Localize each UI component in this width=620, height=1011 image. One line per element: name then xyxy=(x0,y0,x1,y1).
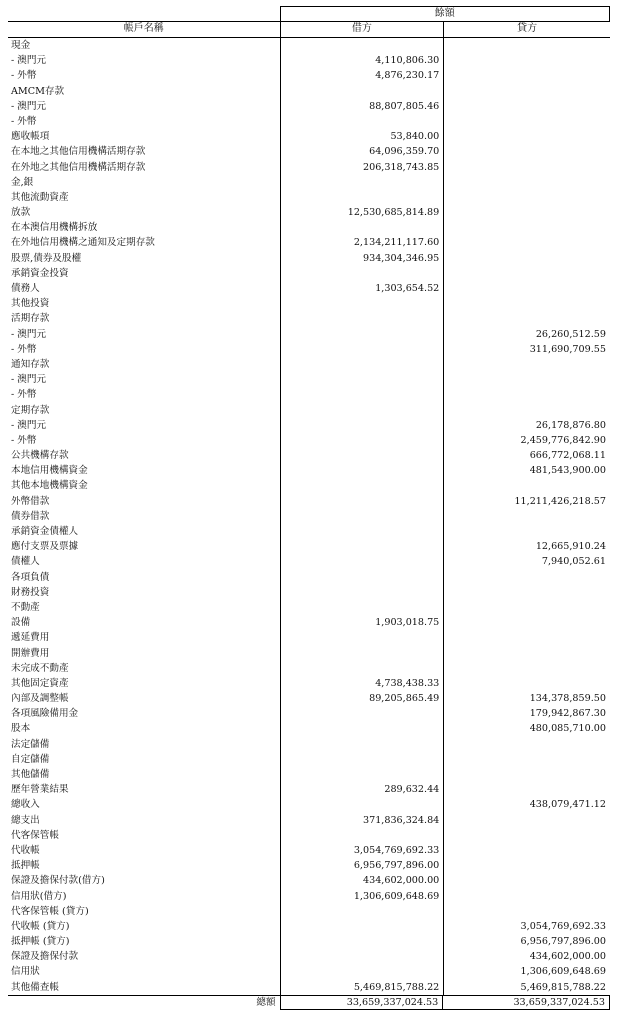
debit-cell: 934,304,346.95 xyxy=(281,251,445,266)
credit-cell xyxy=(444,266,610,281)
table-row xyxy=(8,782,610,797)
account-name-cell: 內部及調整帳 xyxy=(8,691,281,706)
account-name-cell: - 外幣 xyxy=(8,342,281,357)
credit-cell xyxy=(444,873,610,888)
account-name-cell: 信用狀(借方) xyxy=(8,889,281,904)
total-debit: 33,659,337,024.53 xyxy=(280,996,444,1010)
account-name-cell: 開辦費用 xyxy=(8,646,281,661)
debit-cell xyxy=(281,266,445,281)
table-row xyxy=(8,767,610,782)
account-name-cell: 其他儲備 xyxy=(8,767,281,782)
debit-cell xyxy=(281,919,445,934)
table-row xyxy=(8,630,610,645)
credit-cell xyxy=(444,403,610,418)
credit-cell: 6,956,797,896.00 xyxy=(520,936,606,948)
account-name-cell: 不動產 xyxy=(8,600,281,615)
debit-cell xyxy=(281,418,445,433)
debit-cell xyxy=(281,570,445,585)
debit-cell xyxy=(281,114,445,129)
debit-cell: 1,903,018.75 xyxy=(281,615,445,630)
column-headers xyxy=(8,21,610,38)
table-row xyxy=(8,478,610,493)
credit-cell xyxy=(444,509,610,524)
credit-cell: 26,260,512.59 xyxy=(535,328,606,340)
account-name-cell: 信用狀 xyxy=(8,964,281,979)
account-name-cell: AMCM存款 xyxy=(8,84,281,99)
account-name-cell: 放款 xyxy=(8,205,281,220)
account-name-cell: - 外幣 xyxy=(8,114,281,129)
account-name-cell: 保證及擔保付款 xyxy=(8,949,281,964)
debit-cell xyxy=(281,797,445,812)
credit-cell xyxy=(444,296,610,311)
debit-cell xyxy=(281,509,445,524)
table-row xyxy=(8,175,610,190)
table-row xyxy=(8,858,610,873)
debit-cell xyxy=(281,463,445,478)
debit-cell: 1,306,609,648.69 xyxy=(281,889,445,904)
debit-cell: 12,530,685,814.89 xyxy=(281,205,445,220)
account-name-header: 帳戶名稱 xyxy=(8,22,281,37)
table-row xyxy=(8,342,610,357)
credit-cell xyxy=(444,646,610,661)
debit-cell: 1,303,654.52 xyxy=(281,281,445,296)
credit-cell xyxy=(444,281,610,296)
credit-cell: 26,178,876.80 xyxy=(535,419,606,431)
table-row xyxy=(8,114,610,129)
account-name-cell: 活期存款 xyxy=(8,311,281,326)
account-name-cell: 債券借款 xyxy=(8,509,281,524)
debit-cell: 3,054,769,692.33 xyxy=(281,843,445,858)
account-name-cell: 應收帳項 xyxy=(8,129,281,144)
table-row xyxy=(8,539,610,554)
account-name-cell: 財務投資 xyxy=(8,585,281,600)
account-name-cell: 其他本地機構資金 xyxy=(8,478,281,493)
debit-cell xyxy=(281,190,445,205)
table-row xyxy=(8,615,610,630)
table-row xyxy=(8,281,610,296)
debit-cell: 206,318,743.85 xyxy=(281,160,445,175)
credit-cell xyxy=(444,585,610,600)
credit-cell xyxy=(444,843,610,858)
account-name-cell: 定期存款 xyxy=(8,403,281,418)
debit-cell xyxy=(281,342,445,357)
balance-header: 餘額 xyxy=(280,6,610,21)
table-row xyxy=(8,327,610,342)
table-row xyxy=(8,661,610,676)
credit-cell xyxy=(444,767,610,782)
credit-cell xyxy=(444,615,610,630)
debit-cell xyxy=(281,448,445,463)
account-name-cell: 現金 xyxy=(8,38,281,53)
credit-header: 貸方 xyxy=(517,23,538,34)
account-name-cell: 承銷資金債權人 xyxy=(8,524,281,539)
credit-cell: 7,940,052.61 xyxy=(541,556,606,568)
debit-cell: 434,602,000.00 xyxy=(281,873,445,888)
account-name-cell: 其他備查帳 xyxy=(8,980,281,995)
account-name-cell: - 澳門元 xyxy=(8,418,281,433)
credit-cell: 12,665,910.24 xyxy=(535,541,606,553)
account-name-cell: 股票,債券及股權 xyxy=(8,251,281,266)
account-name-cell: - 外幣 xyxy=(8,433,281,448)
debit-cell xyxy=(281,554,445,569)
account-name-cell: 本地信用機構資金 xyxy=(8,463,281,478)
table-row xyxy=(8,220,610,235)
debit-cell xyxy=(281,949,445,964)
table-row xyxy=(8,448,610,463)
table-row xyxy=(8,38,610,53)
credit-cell xyxy=(444,129,610,144)
account-name-cell: - 澳門元 xyxy=(8,53,281,68)
table-row xyxy=(8,570,610,585)
credit-cell xyxy=(444,99,610,114)
account-name-cell: 在外地之其他信用機構活期存款 xyxy=(8,160,281,175)
credit-cell: 481,543,900.00 xyxy=(529,465,606,477)
table-row xyxy=(8,463,610,478)
account-name-cell: 在本地之其他信用機構活期存款 xyxy=(8,144,281,159)
credit-cell xyxy=(444,144,610,159)
credit-cell xyxy=(444,889,610,904)
table-row xyxy=(8,53,610,68)
credit-cell xyxy=(444,160,610,175)
account-name-cell: 其他流動資產 xyxy=(8,190,281,205)
debit-cell: 2,134,211,117.60 xyxy=(281,235,445,250)
account-name-cell: - 澳門元 xyxy=(8,372,281,387)
debit-cell xyxy=(281,646,445,661)
debit-cell xyxy=(281,524,445,539)
account-name-cell: 總支出 xyxy=(8,813,281,828)
table-row xyxy=(8,160,610,175)
table-row xyxy=(8,494,610,509)
debit-cell xyxy=(281,220,445,235)
debit-cell xyxy=(281,311,445,326)
table-row xyxy=(8,828,610,843)
table-row xyxy=(8,418,610,433)
account-name-cell: 金,銀 xyxy=(8,175,281,190)
table-row xyxy=(8,676,610,691)
trial-balance-sheet xyxy=(8,6,610,1010)
credit-cell xyxy=(444,813,610,828)
debit-cell xyxy=(281,403,445,418)
account-name-cell: 通知存款 xyxy=(8,357,281,372)
debit-cell: 64,096,359.70 xyxy=(281,144,445,159)
table-row xyxy=(8,387,610,402)
table-row xyxy=(8,934,610,949)
debit-cell xyxy=(281,494,445,509)
debit-cell xyxy=(281,721,445,736)
credit-cell xyxy=(444,858,610,873)
credit-cell xyxy=(444,220,610,235)
debit-cell xyxy=(281,539,445,554)
credit-cell: 179,942,867.30 xyxy=(529,708,606,720)
debit-cell: 89,205,865.49 xyxy=(281,691,445,706)
credit-cell xyxy=(444,205,610,220)
table-row xyxy=(8,99,610,114)
credit-cell: 134,378,859.50 xyxy=(529,693,606,705)
credit-cell xyxy=(444,114,610,129)
debit-cell xyxy=(281,585,445,600)
table-row xyxy=(8,190,610,205)
credit-cell xyxy=(444,357,610,372)
table-row xyxy=(8,403,610,418)
ledger-rows xyxy=(8,38,610,996)
table-row xyxy=(8,585,610,600)
account-name-cell: 各項負債 xyxy=(8,570,281,585)
account-name-cell: 保證及擔保付款(借方) xyxy=(8,873,281,888)
table-row xyxy=(8,873,610,888)
debit-cell xyxy=(281,630,445,645)
credit-cell xyxy=(444,600,610,615)
table-row xyxy=(8,797,610,812)
account-name-cell: 法定儲備 xyxy=(8,737,281,752)
account-name-cell: 遞延費用 xyxy=(8,630,281,645)
credit-cell: 5,469,815,788.22 xyxy=(520,981,606,993)
table-row xyxy=(8,964,610,979)
account-name-cell: 抵押帳 (貸方) xyxy=(8,934,281,949)
credit-cell: 2,459,776,842.90 xyxy=(520,434,606,446)
credit-cell xyxy=(444,38,610,53)
table-row xyxy=(8,919,610,934)
credit-cell xyxy=(444,661,610,676)
debit-header: 借方 xyxy=(281,22,445,37)
credit-cell xyxy=(444,175,610,190)
debit-cell xyxy=(281,934,445,949)
table-row xyxy=(8,554,610,569)
total-credit: 33,659,337,024.53 xyxy=(443,996,610,1010)
account-name-cell: 承銷資金投資 xyxy=(8,266,281,281)
credit-cell xyxy=(444,190,610,205)
account-name-cell: 應付支票及票據 xyxy=(8,539,281,554)
account-name-cell: 抵押帳 xyxy=(8,858,281,873)
table-row xyxy=(8,129,610,144)
credit-cell xyxy=(444,387,610,402)
credit-cell xyxy=(444,828,610,843)
table-row xyxy=(8,266,610,281)
credit-cell xyxy=(444,676,610,691)
table-row xyxy=(8,706,610,721)
credit-cell xyxy=(444,782,610,797)
table-row xyxy=(8,68,610,83)
account-name-cell: 設備 xyxy=(8,615,281,630)
debit-cell: 53,840.00 xyxy=(281,129,445,144)
account-name-cell: 外幣借款 xyxy=(8,494,281,509)
credit-cell xyxy=(444,524,610,539)
debit-cell xyxy=(281,357,445,372)
table-row xyxy=(8,509,610,524)
credit-cell: 434,602,000.00 xyxy=(529,951,606,963)
credit-cell xyxy=(444,630,610,645)
account-name-cell: - 外幣 xyxy=(8,68,281,83)
table-row xyxy=(8,251,610,266)
debit-cell xyxy=(281,737,445,752)
account-name-cell: 歷年營業結果 xyxy=(8,782,281,797)
table-row xyxy=(8,737,610,752)
credit-cell xyxy=(444,904,610,919)
debit-cell xyxy=(281,38,445,53)
credit-cell xyxy=(444,311,610,326)
debit-cell: 4,110,806.30 xyxy=(281,53,445,68)
credit-cell xyxy=(444,251,610,266)
debit-cell xyxy=(281,175,445,190)
credit-cell: 311,690,709.55 xyxy=(529,343,606,355)
account-name-cell: 自定儲備 xyxy=(8,752,281,767)
credit-cell: 666,772,068.11 xyxy=(529,450,606,462)
credit-cell xyxy=(444,752,610,767)
table-row xyxy=(8,752,610,767)
debit-cell xyxy=(281,372,445,387)
table-row xyxy=(8,646,610,661)
table-row xyxy=(8,524,610,539)
table-row xyxy=(8,144,610,159)
debit-cell xyxy=(281,478,445,493)
account-name-cell: 各項風險備用金 xyxy=(8,706,281,721)
credit-cell xyxy=(444,235,610,250)
table-row xyxy=(8,235,610,250)
debit-cell: 371,836,324.84 xyxy=(281,813,445,828)
debit-cell xyxy=(281,661,445,676)
table-row xyxy=(8,600,610,615)
debit-cell xyxy=(281,387,445,402)
total-row xyxy=(8,996,610,1010)
debit-cell xyxy=(281,904,445,919)
credit-cell: 3,054,769,692.33 xyxy=(520,920,606,932)
table-row xyxy=(8,691,610,706)
account-name-cell: - 澳門元 xyxy=(8,99,281,114)
table-row xyxy=(8,84,610,99)
credit-cell xyxy=(444,68,610,83)
account-name-cell: 債務人 xyxy=(8,281,281,296)
debit-cell: 4,876,230.17 xyxy=(281,68,445,83)
table-row xyxy=(8,904,610,919)
account-name-cell: 代收帳 xyxy=(8,843,281,858)
account-name-cell: 代收帳 (貸方) xyxy=(8,919,281,934)
debit-cell xyxy=(281,767,445,782)
debit-cell: 4,738,438.33 xyxy=(281,676,445,691)
table-row xyxy=(8,721,610,736)
credit-cell xyxy=(444,53,610,68)
debit-cell: 88,807,805.46 xyxy=(281,99,445,114)
account-name-cell: 未完成不動產 xyxy=(8,661,281,676)
debit-cell xyxy=(281,752,445,767)
credit-cell xyxy=(444,737,610,752)
table-row xyxy=(8,372,610,387)
table-row xyxy=(8,843,610,858)
table-row xyxy=(8,433,610,448)
credit-cell xyxy=(444,372,610,387)
debit-cell xyxy=(281,327,445,342)
debit-cell xyxy=(281,706,445,721)
account-name-cell: 公共機構存款 xyxy=(8,448,281,463)
table-row xyxy=(8,949,610,964)
account-name-cell: 總收入 xyxy=(8,797,281,812)
debit-cell xyxy=(281,600,445,615)
table-row xyxy=(8,357,610,372)
debit-cell xyxy=(281,964,445,979)
credit-cell: 11,211,426,218.57 xyxy=(514,495,606,507)
account-name-cell: 在本澳信用機構拆放 xyxy=(8,220,281,235)
debit-cell xyxy=(281,433,445,448)
debit-cell xyxy=(281,828,445,843)
credit-cell xyxy=(444,478,610,493)
table-row xyxy=(8,980,610,995)
credit-cell: 1,306,609,648.69 xyxy=(520,966,606,978)
account-name-cell: 在外地信用機構之通知及定期存款 xyxy=(8,235,281,250)
debit-cell: 5,469,815,788.22 xyxy=(281,980,445,995)
account-name-cell: 其他固定資產 xyxy=(8,676,281,691)
account-name-cell: 債權人 xyxy=(8,554,281,569)
table-row xyxy=(8,311,610,326)
debit-cell xyxy=(281,296,445,311)
table-row xyxy=(8,813,610,828)
header-top xyxy=(8,6,610,21)
credit-cell xyxy=(444,570,610,585)
table-row xyxy=(8,889,610,904)
debit-cell: 6,956,797,896.00 xyxy=(281,858,445,873)
account-name-cell: 股本 xyxy=(8,721,281,736)
header-blank xyxy=(8,6,280,21)
total-label: 總額 xyxy=(256,996,276,1008)
table-row xyxy=(8,205,610,220)
account-name-cell: 代客保管帳 (貸方) xyxy=(8,904,281,919)
account-name-cell: - 外幣 xyxy=(8,387,281,402)
account-name-cell: 代客保管帳 xyxy=(8,828,281,843)
account-name-cell: 其他投資 xyxy=(8,296,281,311)
credit-cell xyxy=(444,84,610,99)
credit-cell: 438,079,471.12 xyxy=(529,799,606,811)
debit-cell: 289,632.44 xyxy=(281,782,445,797)
credit-cell: 480,085,710.00 xyxy=(529,723,606,735)
debit-cell xyxy=(281,84,445,99)
account-name-cell: - 澳門元 xyxy=(8,327,281,342)
table-row xyxy=(8,296,610,311)
